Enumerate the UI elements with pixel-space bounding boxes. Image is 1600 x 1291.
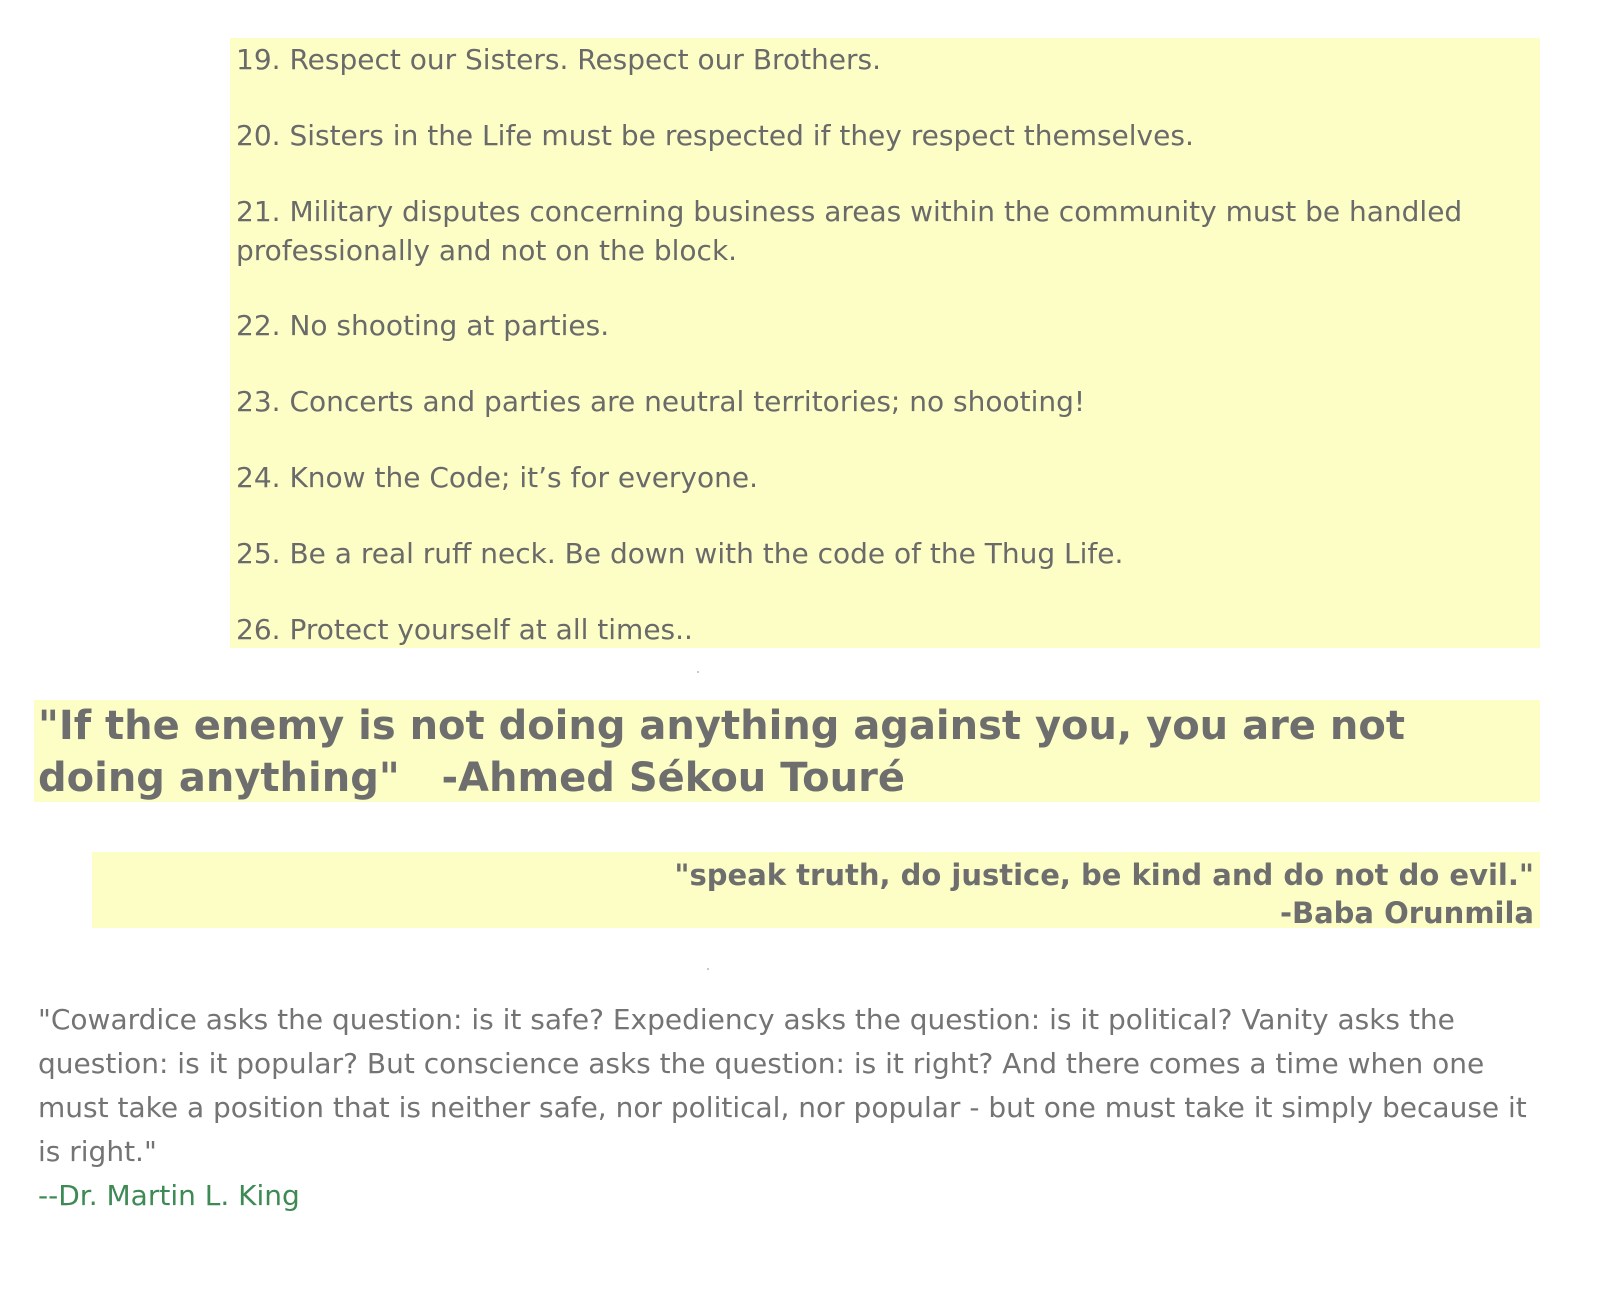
rule-item [236, 382, 1506, 421]
scan-speck [707, 968, 709, 970]
rule-number: 20. [236, 119, 281, 152]
quote-toure [34, 700, 1540, 802]
quote-king-text: "Cowardice asks the question: is it safe? Expediency asks the question: is it political? Vanity asks the question: is it popular? But conscience asks the question: is it right? And there comes a time when one must take a position that is neither safe, nor political, nor popular - but one must take it simply because it is right." [38, 1003, 1527, 1168]
quote-orunmila-text [674, 856, 1534, 932]
rule-number: 21. [236, 195, 281, 228]
rule-number: 24. [236, 461, 281, 494]
quote-orunmila [92, 852, 1540, 928]
quote-orunmila-author: -Baba Orunmila [1279, 896, 1534, 930]
rules-list [230, 38, 1540, 648]
quote-toure-body: "If the enemy is not doing anything against you, you are not doing anything" [38, 703, 1405, 801]
rule-text: Concerts and parties are neutral territories; no shooting! [289, 385, 1086, 418]
rule-text: Protect yourself at all times.. [289, 613, 693, 646]
rule-item [236, 534, 1506, 573]
rule-number: 22. [236, 309, 281, 342]
rule-number: 26. [236, 613, 281, 646]
rule-item [236, 116, 1506, 155]
rule-text: Respect our Sisters. Respect our Brothers. [289, 43, 882, 76]
rule-item [236, 192, 1506, 270]
rule-item [236, 610, 1506, 649]
quote-orunmila-body: "speak truth, do justice, be kind and do not do evil." [674, 858, 1534, 892]
rule-text: No shooting at parties. [289, 309, 610, 342]
rule-item [236, 306, 1506, 345]
rule-number: 25. [236, 537, 281, 570]
rule-text: Military disputes concerning business areas within the community must be handled professionally and not on the block. [236, 195, 1463, 267]
rule-item [236, 458, 1506, 497]
rule-number: 23. [236, 385, 281, 418]
rule-text: Be a real ruff neck. Be down with the code of the Thug Life. [289, 537, 1124, 570]
rule-text: Sisters in the Life must be respected if they respect themselves. [289, 119, 1194, 152]
rule-item [236, 40, 1506, 79]
rule-number: 19. [236, 43, 281, 76]
quote-king-author: --Dr. Martin L. King [38, 1179, 300, 1212]
quote-toure-text [38, 700, 1538, 804]
quote-toure-author: -Ahmed Sékou Touré [441, 755, 905, 801]
rule-text: Know the Code; it’s for everyone. [289, 461, 758, 494]
scan-speck [697, 671, 699, 673]
